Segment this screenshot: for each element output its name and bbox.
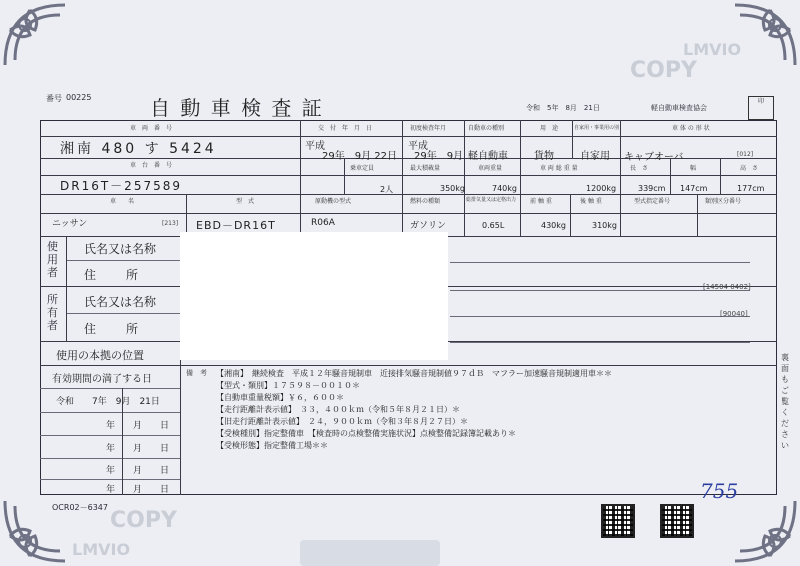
rear-axle-label: 後 軸 重: [580, 198, 602, 205]
expiry-label: 有効期間の満了する日: [52, 374, 152, 385]
use-label: 用 途: [540, 125, 559, 132]
maker-code: [213]: [162, 220, 179, 227]
chassis-value: DR16T－257589: [60, 179, 182, 193]
base-location-label: 使用の本拠の位置: [56, 349, 144, 362]
front-axle-value: 430kg: [541, 221, 566, 230]
number-value: 00225: [66, 93, 92, 102]
expiry-blank-row: 年 月 日: [106, 444, 170, 454]
private-value: 自家用: [580, 151, 610, 162]
remarks-line: 【受検種別】指定整備車 【検査時の点検整備実施状況】点検整備記録簿記載あり＊: [216, 429, 516, 438]
ornament-corner-icon: [0, 0, 70, 70]
form-code: OCR02－6347: [52, 503, 108, 512]
height-label: 高 さ: [740, 165, 759, 172]
user-code: [14504 0402]: [703, 283, 751, 291]
capacity-value: 2人: [380, 185, 394, 194]
number-label: 番号: [46, 94, 62, 103]
plate-label: 車 両 番 号: [130, 125, 173, 132]
maker-label: 車 名: [110, 198, 135, 205]
height-value: 177cm: [737, 184, 765, 193]
displacement-value: 0.65L: [482, 221, 505, 230]
remarks-line: 【湘南】 継続検査 平成１２年騒音規制車 近接排気騒音規制値９７ｄＢ マフラー加速騒音規制適用車＊＊: [216, 369, 612, 378]
issue-era: 平成: [305, 141, 325, 152]
model-label: 型 式: [236, 198, 255, 205]
weight-label: 車両重量: [478, 165, 503, 172]
capacity-label: 乗車定員: [350, 165, 375, 172]
remarks-line: 【型式・類別】１７５９８－００１０＊: [216, 381, 360, 390]
user-side-label: 使用者: [47, 240, 58, 279]
expiry-blank-row: 年 月 日: [106, 421, 170, 431]
max-load-label: 最大積載量: [410, 165, 441, 172]
watermark: COPY: [110, 508, 177, 533]
ornament-corner-icon: [730, 0, 800, 70]
watermark: LMVIO: [683, 40, 742, 59]
expiry-date: 令和 7年 9月 21日: [56, 397, 160, 407]
remarks-label: 備 考: [186, 369, 207, 377]
first-reg-value: 29年 9月: [414, 151, 464, 162]
qr-code-icon: [660, 504, 694, 538]
gross-weight-label: 車 両 総 重 量: [540, 165, 578, 172]
watermark: LMVIO: [72, 540, 131, 559]
remarks-line: 【自動車重量税額】￥６，６００＊: [216, 393, 344, 402]
owner-address-label: 住 所: [84, 322, 141, 336]
issue-date: 令和 5年 8月 21日: [526, 104, 600, 112]
owner-code: [90040]: [720, 310, 748, 318]
displacement-label: 総排気量又は定格出力: [466, 197, 517, 203]
body-code: [012]: [737, 151, 754, 158]
maker-value: ニッサン: [52, 219, 88, 229]
body-label: 車 体 の 形 状: [672, 125, 710, 132]
watermark: COPY: [630, 58, 697, 83]
fuel-value: ガソリン: [410, 221, 447, 231]
body-value: キャブオーバ: [624, 152, 684, 163]
issue-date-value: 29年 9月 22日: [322, 151, 397, 162]
kind-value: 軽自動車: [468, 151, 508, 162]
front-axle-label: 前 軸 重: [530, 198, 552, 205]
handwritten-number: 755: [700, 479, 739, 503]
first-reg-era: 平成: [408, 141, 428, 152]
max-load-value: 350kg: [440, 184, 465, 193]
rear-axle-value: 310kg: [592, 221, 617, 230]
user-address-label: 住 所: [84, 268, 141, 282]
official-seal: 印: [748, 96, 774, 120]
model-value: EBD－DR16T: [196, 219, 276, 232]
engine-label: 原動機の型式: [315, 198, 352, 205]
remarks-line: 【走行距離計表示値】 ３３，４００ｋｍ（令和５年８月２１日）＊: [216, 405, 460, 414]
engine-value: R06A: [311, 218, 335, 228]
plate-value: 湘南 480 す 5424: [60, 141, 217, 157]
owner-side-label: 所有者: [47, 293, 58, 332]
width-label: 幅: [690, 165, 697, 172]
weight-value: 740kg: [492, 184, 517, 193]
page-title: 自 動 車 検 査 証: [150, 96, 324, 120]
kind-label: 自動車の種別: [468, 125, 505, 132]
chassis-label: 車 台 番 号: [130, 162, 173, 169]
user-name-label: 氏名又は名称: [84, 242, 157, 256]
class-number-label: 類別区分番号: [705, 198, 742, 205]
remarks-line: 【受検形態】指定整備工場＊＊: [216, 441, 328, 450]
side-note: 裏面もご覧ください: [781, 353, 789, 450]
fuel-label: 燃料の種類: [410, 198, 441, 205]
width-value: 147cm: [680, 184, 708, 193]
length-label: 長 さ: [630, 165, 649, 172]
owner-name-label: 氏名又は名称: [84, 295, 157, 309]
remarks-line: 【旧走行距離計表示値】 ２４，９００ｋｍ（令和３年８月２７日）＊: [216, 417, 468, 426]
ornament-corner-icon: [730, 496, 800, 566]
type-designation-label: 型式指定番号: [634, 198, 671, 205]
redacted-area: [180, 232, 448, 360]
first-reg-label: 初度検査年月: [410, 125, 447, 132]
length-value: 339cm: [638, 184, 666, 193]
bottom-stamp: [300, 540, 440, 566]
qr-code-icon: [601, 504, 635, 538]
issuer-label: 軽自動車検査協会: [651, 104, 707, 112]
expiry-blank-row: 年 月 日: [106, 485, 170, 495]
use-value: 貨物: [534, 151, 554, 162]
issue-date-label: 交 付 年 月 日: [318, 125, 373, 132]
gross-weight-value: 1200kg: [586, 184, 617, 193]
expiry-blank-row: 年 月 日: [106, 466, 170, 476]
private-label: 自家用・事業用の別: [574, 125, 620, 131]
